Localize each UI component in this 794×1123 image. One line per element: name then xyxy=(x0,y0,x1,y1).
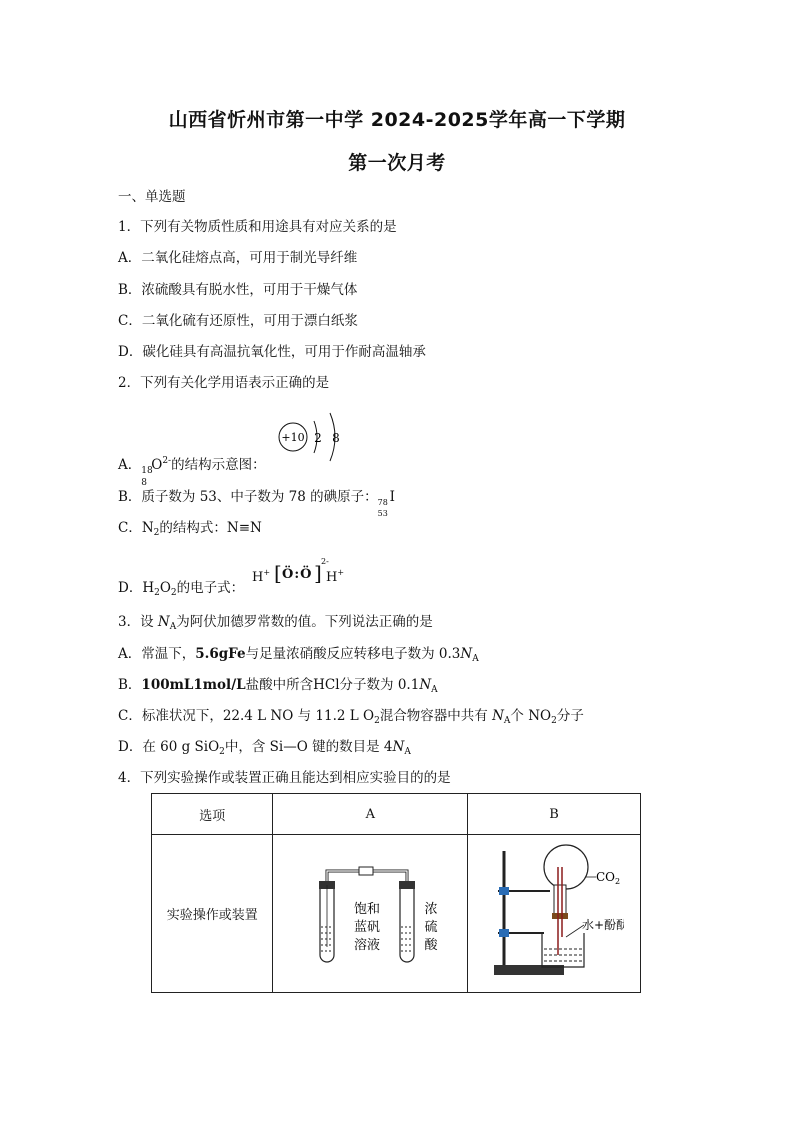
q2-c-suffix: 的结构式：N≡N xyxy=(159,520,262,536)
q2-option-b xyxy=(118,488,395,518)
h2o2-core: Ö:Ö xyxy=(282,567,313,582)
q2-a-charge: 2- xyxy=(162,456,172,466)
h2o2-h-left: H+ xyxy=(252,568,271,585)
q2-b-z: 53 xyxy=(377,509,388,518)
q2-d-mid: O xyxy=(159,580,171,596)
q2-d-suffix: 的电子式： xyxy=(176,580,245,596)
q1-option-c: C．二氧化硫有还原性，可用于漂白纸浆 xyxy=(118,313,358,329)
a-left-label-2: 蓝矾 xyxy=(354,919,381,935)
h2o2-electron-formula xyxy=(252,557,352,591)
q4-table xyxy=(151,793,641,993)
atom-nucleus-label: +10 xyxy=(281,431,305,444)
q1-option-d: D．碳化硅具有高温抗氧化性，可用于作耐高温轴承 xyxy=(118,344,426,360)
q2-a-suffix: 的结构示意图： xyxy=(171,457,266,473)
a-left-label-1: 饱和 xyxy=(354,901,381,917)
apparatus-b-diagram xyxy=(484,837,624,987)
a-right-label-1: 浓 xyxy=(424,901,438,917)
h2o2-h-right: H+ xyxy=(326,568,345,585)
q2-c-prefix: C．N xyxy=(118,520,154,536)
page-title: 山西省忻州市第一中学 2024-2025学年高一下学期 xyxy=(168,109,626,131)
apparatus-b-cell xyxy=(468,835,641,993)
table-row-label: 实验操作或装置 xyxy=(152,835,273,993)
q4-stem: 4．下列实验操作或装置正确且能达到相应实验目的的是 xyxy=(118,770,451,786)
q3-stem: 3．设 $N_A$为阿伏加德罗常数的值。下列说法正确的是 xyxy=(118,614,433,632)
q2-c-sub: 2 xyxy=(153,528,160,538)
q2-b-text: B．质子数为 53、中子数为 78 的碘原子： xyxy=(118,489,378,505)
q2-b-mass: 78 xyxy=(377,498,388,507)
bracket-left: [ xyxy=(274,561,282,585)
q3-option-c: C．标准状况下，22.4 L NO 与 11.2 L $O_2$混合物容器中共有 $N_A$个 $NO_2$分子 xyxy=(118,708,584,726)
table-header-option: 选项 xyxy=(152,794,273,835)
q2-b-symbol: I xyxy=(389,489,395,505)
q2-option-c xyxy=(118,519,262,542)
b-liquid-label: 水+酚酞 xyxy=(582,917,625,932)
a-right-label-2: 硫 xyxy=(424,919,438,935)
right-stopper xyxy=(399,881,415,889)
q3-option-b: B．100mL1mol/L盐酸中所含HCl分子数为 $0.1N_A$ xyxy=(118,677,438,695)
a-right-label-3: 酸 xyxy=(424,937,438,953)
q3-option-d: D．在 60 g SiO$_2$中，含 Si—O 键的数目是 $4N_A$ xyxy=(118,739,411,757)
a-left-label-3: 溶液 xyxy=(354,937,381,953)
round-flask xyxy=(544,845,588,889)
q2-option-a xyxy=(118,452,266,488)
page-subtitle: 第一次月考 xyxy=(348,152,446,174)
q2-a-prefix: A． xyxy=(118,457,142,473)
bracket-right: ] xyxy=(314,561,322,585)
q1-option-a: A．二氧化硅熔点高，可用于制光导纤维 xyxy=(118,250,358,266)
section-heading: 一、单选题 xyxy=(118,189,186,205)
q2-a-z: 8 xyxy=(141,478,147,488)
apparatus-a-diagram xyxy=(295,847,445,977)
q2-d-sub1: 2 xyxy=(154,588,160,598)
q2-d-prefix: D．H xyxy=(118,580,155,596)
atom-structure-diagram xyxy=(278,409,348,465)
q2-option-d xyxy=(118,579,244,602)
b-gas-label: $CO_2$ xyxy=(596,869,621,886)
q2-a-mass: 18 xyxy=(141,466,153,476)
q3-option-a: A．常温下，5.6gFe与足量浓硝酸反应转移电子数为 $0.3N_A$ xyxy=(118,646,479,664)
atom-shell-1: 2 xyxy=(314,431,322,445)
q2-d-sub2: 2 xyxy=(170,588,177,598)
h2o2-charge: 2- xyxy=(321,557,329,566)
apparatus-a-cell xyxy=(273,835,468,993)
q1-option-b: B．浓硫酸具有脱水性，可用于干燥气体 xyxy=(118,282,358,298)
q2-stem: 2．下列有关化学用语表示正确的是 xyxy=(118,375,330,391)
atom-shell-2: 8 xyxy=(332,431,340,445)
beaker xyxy=(542,933,584,967)
flask-stopper xyxy=(552,913,568,919)
q2-a-symbol: O xyxy=(151,457,163,473)
table-header-a: A xyxy=(273,794,468,835)
q1-stem: 1．下列有关物质性质和用途具有对应关系的是 xyxy=(118,219,397,235)
table-header-b: B xyxy=(468,794,641,835)
